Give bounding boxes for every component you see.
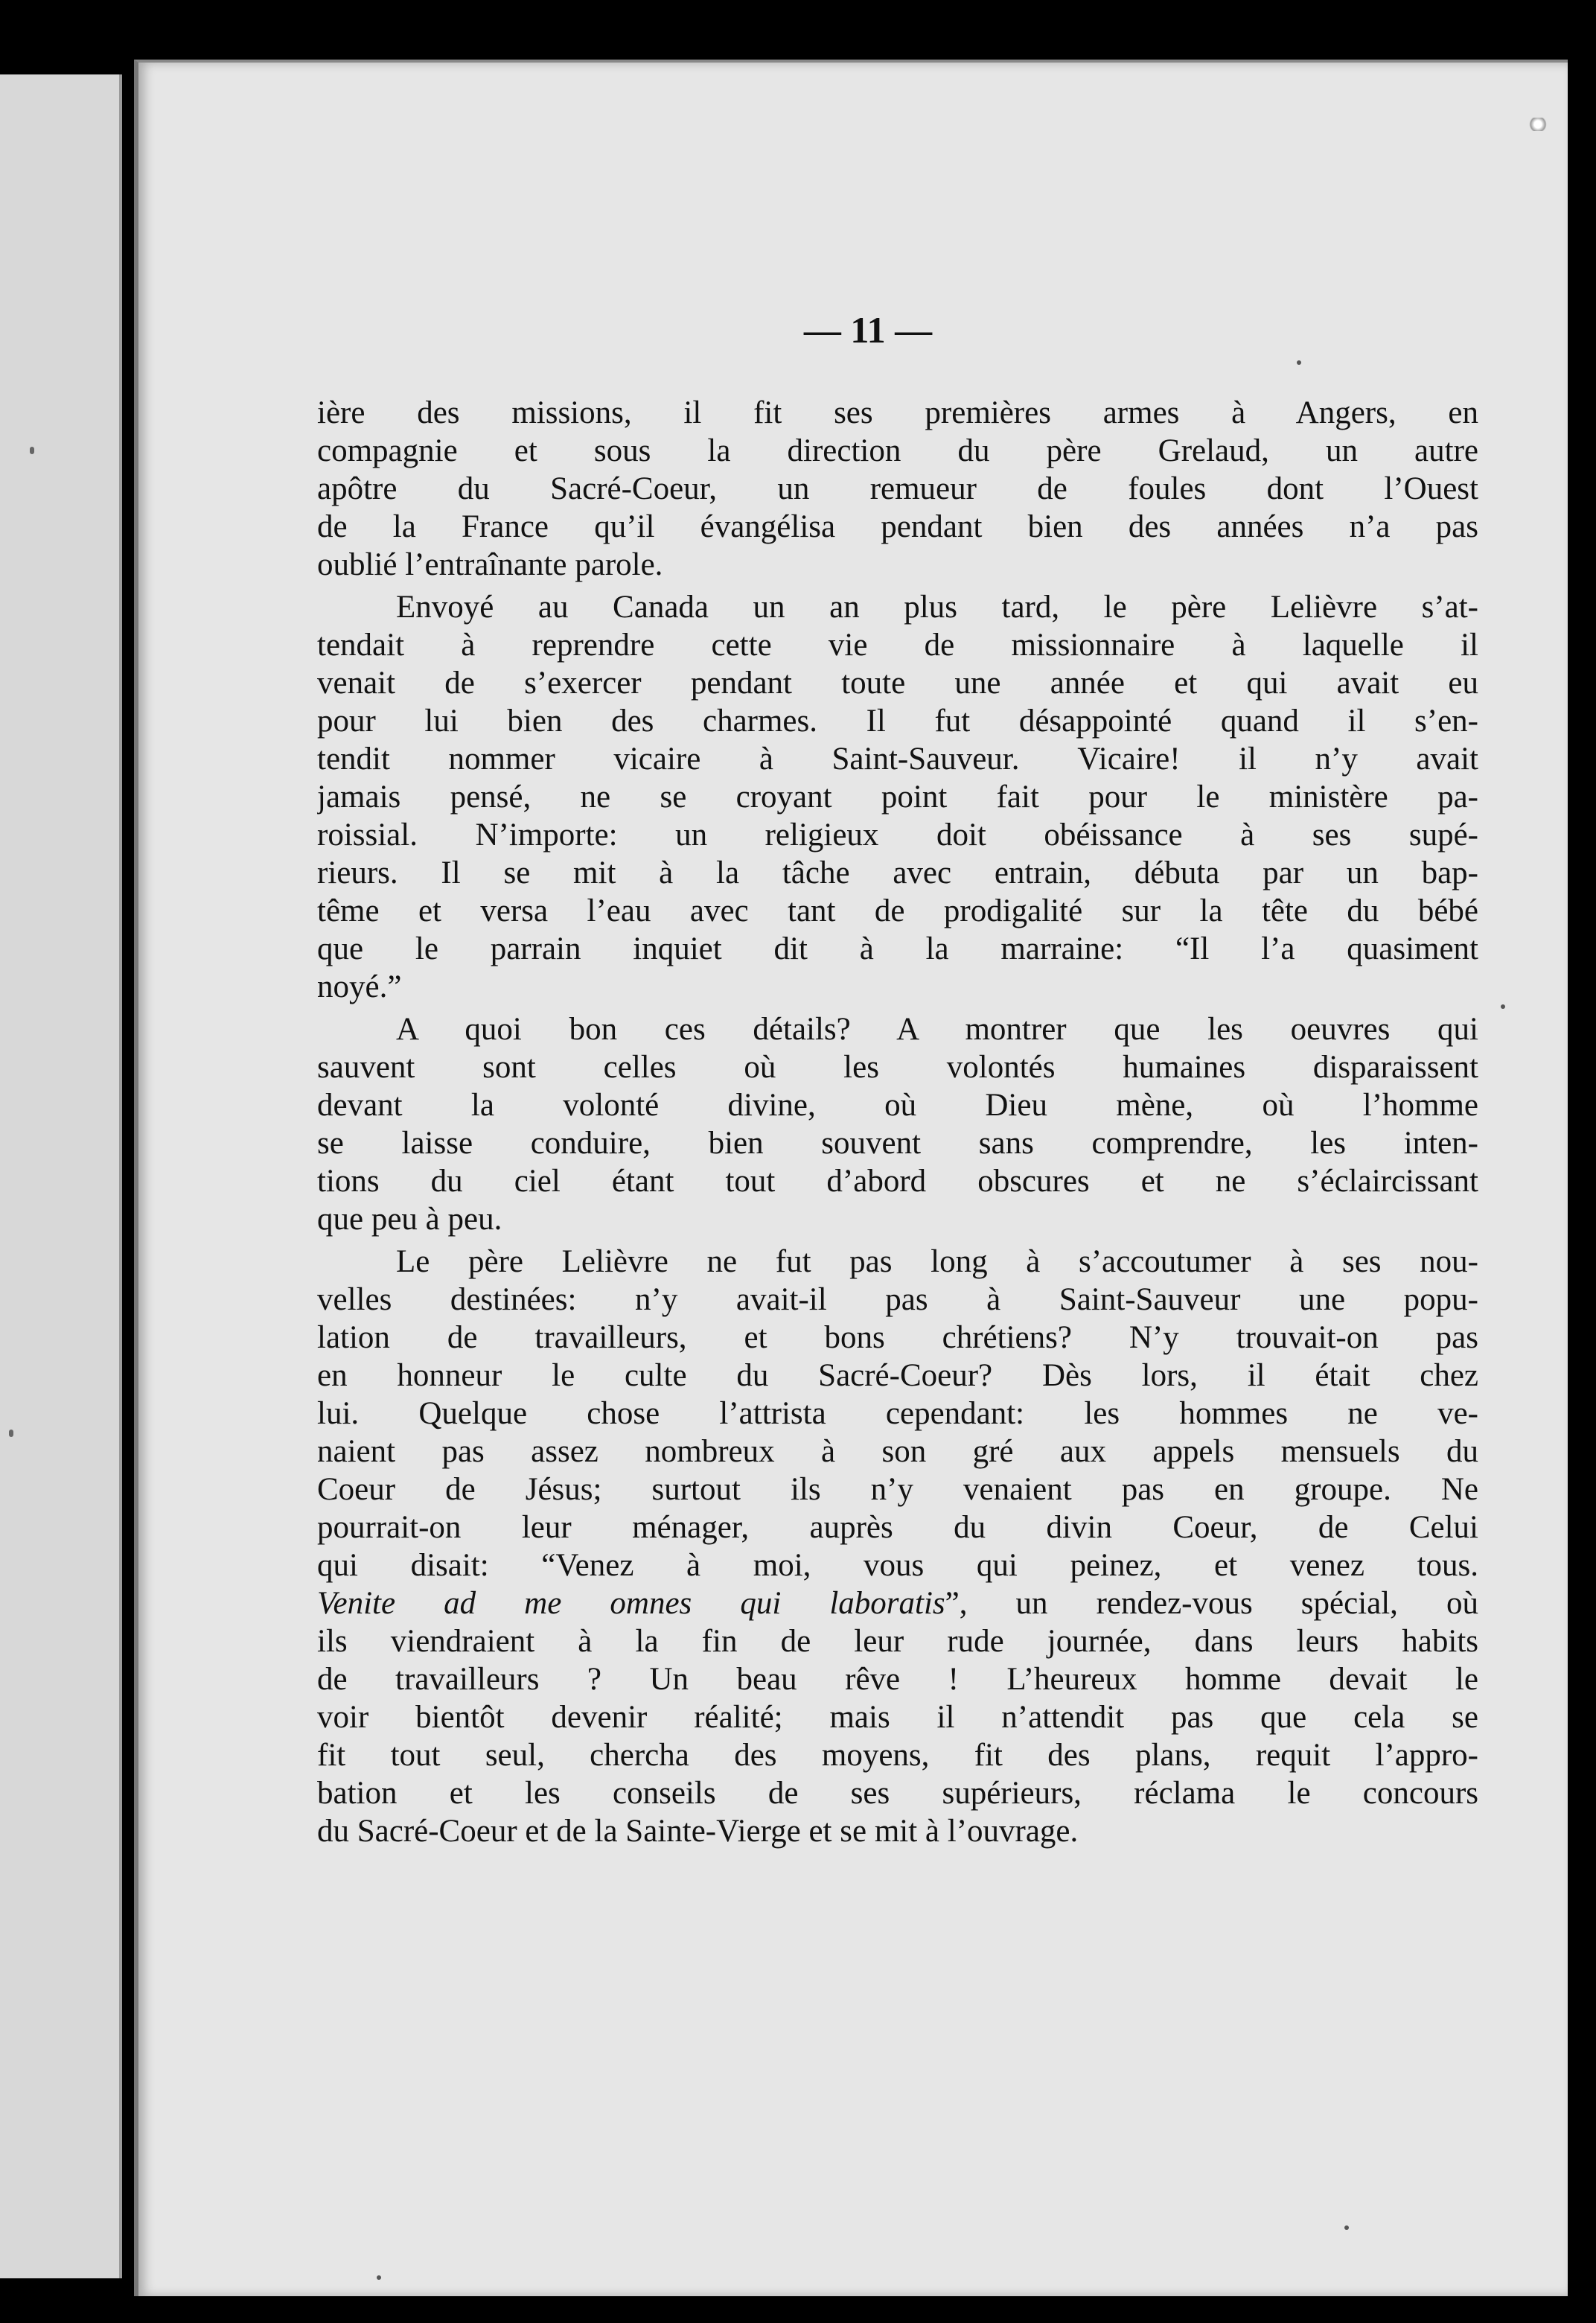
text-line: devant la volonté divine, où Dieu mène, où l’homme — [317, 1088, 1478, 1123]
paragraph — [317, 1010, 1478, 1238]
text-line: en honneur le culte du Sacré-Coeur? Dès lors, il était chez — [317, 1358, 1478, 1393]
text-line: de travailleurs ? Un beau rêve ! L’heureux homme devait le — [317, 1662, 1478, 1697]
page-speck — [1501, 1004, 1505, 1009]
page-speck — [377, 2275, 381, 2280]
facing-page-edge — [0, 74, 122, 2278]
text-line: venait de s’exercer pendant toute une année et qui avait eu — [317, 666, 1478, 701]
text-line: compagnie et sous la direction du père Grelaud, un autre — [317, 433, 1478, 468]
text-line: tendait à reprendre cette vie de missionnaire à laquelle il — [317, 628, 1478, 663]
page-speck — [1344, 2225, 1349, 2230]
text-line: tendit nommer vicaire à Saint-Sauveur. Vicaire! il n’y avait — [317, 742, 1478, 777]
text-line: pour lui bien des charmes. Il fut désappointé quand il s’en- — [317, 704, 1478, 739]
text-line: lation de travailleurs, et bons chrétiens? N’y trouvait-on pas — [317, 1320, 1478, 1355]
text-line: rieurs. Il se mit à la tâche avec entrain, débuta par un bap- — [317, 855, 1478, 890]
scan-artifact — [1528, 118, 1548, 131]
text-line: ière des missions, il fit ses premières armes à Angers, en — [317, 395, 1478, 430]
page-speck — [1297, 360, 1301, 365]
text-line: apôtre du Sacré-Coeur, un remueur de foules dont l’Ouest — [317, 471, 1478, 506]
text-line: Venite ad me omnes qui laboratis”, un rendez-vous spécial, où — [317, 1586, 1478, 1621]
paragraph — [317, 394, 1478, 584]
text-line: noyé.” — [317, 969, 402, 1004]
text-line: velles destinées: n’y avait-il pas à Saint-Sauveur une popu- — [317, 1282, 1478, 1317]
text-line: pourrait-on leur ménager, auprès du divin Coeur, de Celui — [317, 1510, 1478, 1545]
text-line: Le père Lelièvre ne fut pas long à s’accoutumer à ses nou- — [396, 1244, 1478, 1279]
text-line: bation et les conseils de ses supérieurs, réclama le concours — [317, 1776, 1478, 1811]
text-line: A quoi bon ces détails? A montrer que les oeuvres qui — [396, 1012, 1478, 1047]
paragraph — [317, 1243, 1478, 1850]
text-line: ils viendraient à la fin de leur rude journée, dans leurs habits — [317, 1624, 1478, 1659]
text-line: voir bientôt devenir réalité; mais il n’attendit pas que cela se — [317, 1700, 1478, 1735]
text-line: que peu à peu. — [317, 1202, 502, 1237]
text-line: se laisse conduire, bien souvent sans comprendre, les inten- — [317, 1126, 1478, 1161]
page-speck — [9, 1430, 13, 1437]
book-page — [134, 60, 1568, 2296]
text-line: naient pas assez nombreux à son gré aux appels mensuels du — [317, 1434, 1478, 1469]
text-line: sauvent sont celles où les volontés humaines disparaissent — [317, 1050, 1478, 1085]
text-line: tions du ciel étant tout d’abord obscures et ne s’éclaircissant — [317, 1164, 1478, 1199]
text-line: Coeur de Jésus; surtout ils n’y venaient pas en groupe. Ne — [317, 1472, 1478, 1507]
text-line: lui. Quelque chose l’attrista cependant: les hommes ne ve- — [317, 1396, 1478, 1431]
text-line: oublié l’entraînante parole. — [317, 547, 663, 582]
text-line: fit tout seul, chercha des moyens, fit des plans, requit l’appro- — [317, 1738, 1478, 1773]
text-line: que le parrain inquiet dit à la marraine: “Il l’a quasiment — [317, 931, 1478, 966]
text-line: tême et versa l’eau avec tant de prodigalité sur la tête du bébé — [317, 893, 1478, 928]
body-text — [317, 394, 1478, 1850]
text-line: de la France qu’il évangélisa pendant bien des années n’a pas — [317, 509, 1478, 544]
text-line: jamais pensé, ne se croyant point fait pour le ministère pa- — [317, 780, 1478, 815]
text-line: du Sacré-Coeur et de la Sainte-Vierge et se mit à l’ouvrage. — [317, 1814, 1079, 1849]
page-speck — [30, 447, 34, 454]
text-line: roissial. N’importe: un religieux doit obéissance à ses supé- — [317, 818, 1478, 853]
text-line: qui disait: “Venez à moi, vous qui peinez, et venez tous. — [317, 1548, 1478, 1583]
page-number: — 11 — — [803, 309, 933, 351]
text-line: Envoyé au Canada un an plus tard, le père Lelièvre s’at- — [396, 590, 1478, 625]
paragraph — [317, 588, 1478, 1006]
